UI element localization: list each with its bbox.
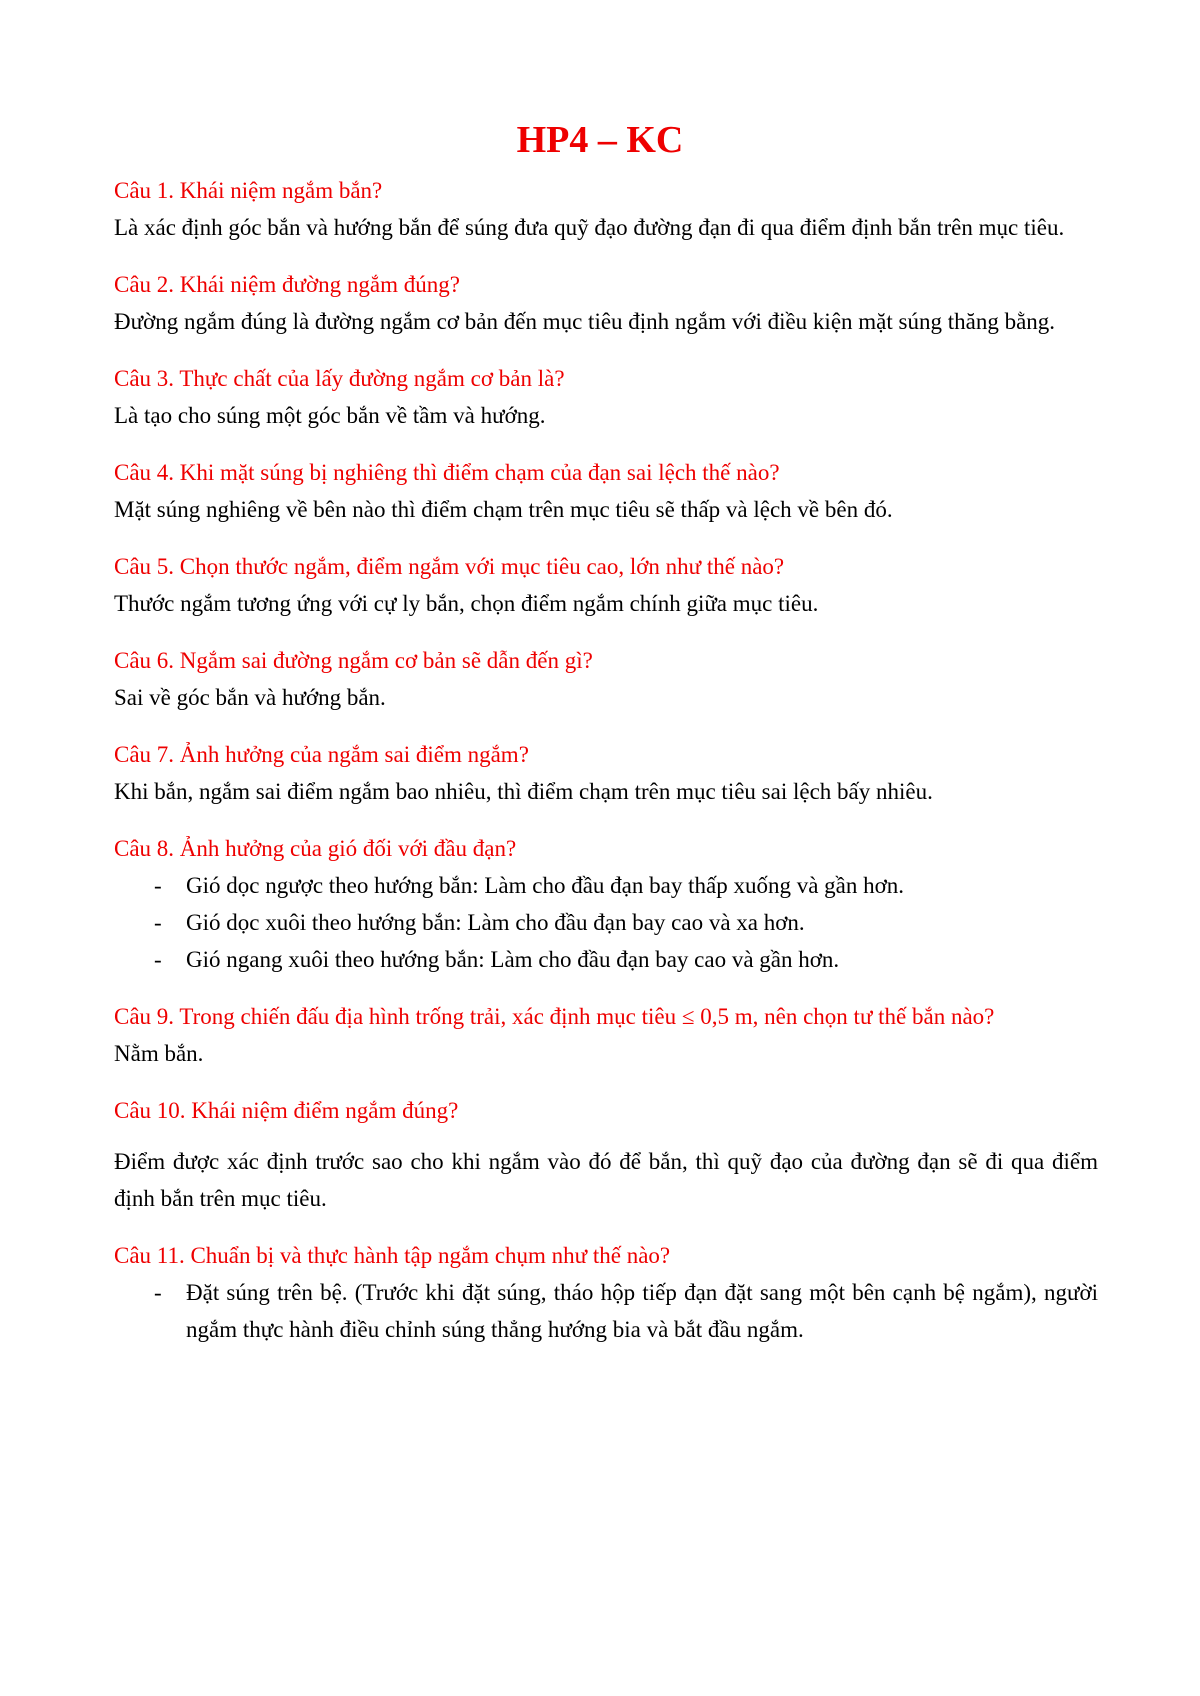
list-item-text: Gió dọc xuôi theo hướng bắn: Làm cho đầu đạn bay cao và xa hơn. [186,910,805,935]
answer-7: Khi bắn, ngắm sai điểm ngắm bao nhiêu, thì điểm chạm trên mục tiêu sai lệch bấy nhiêu. [114,779,933,804]
qa-block-10 [114,1092,1098,1217]
qa-block-9 [114,998,1098,1072]
question-11: Câu 11. Chuẩn bị và thực hành tập ngắm chụm như thế nào? [114,1243,671,1268]
answer-4: Mặt súng nghiêng về bên nào thì điểm chạm trên mục tiêu sẽ thấp và lệch về bên đó. [114,497,893,522]
question-4: Câu 4. Khi mặt súng bị nghiêng thì điểm chạm của đạn sai lệch thế nào? [114,460,780,485]
question-8: Câu 8. Ảnh hưởng của gió đối với đầu đạn? [114,836,517,861]
question-3: Câu 3. Thực chất của lấy đường ngắm cơ bản là? [114,366,565,391]
page-title: HP4 – KC [516,119,684,161]
dash-bullet: - [154,947,162,972]
qa-block-11 [114,1237,1098,1348]
answer-11-list [114,1274,1098,1348]
qa-block-7 [114,736,1098,810]
list-item [114,1274,1098,1348]
answer-3: Là tạo cho súng một góc bắn về tầm và hướng. [114,403,546,428]
dash-bullet: - [154,1280,162,1305]
question-9: Câu 9. Trong chiến đấu địa hình trống trải, xác định mục tiêu ≤ 0,5 m, nên chọn tư thế bắn nào? [114,1004,995,1029]
answer-8-list [114,867,1098,978]
dash-bullet: - [154,873,162,898]
qa-block-4 [114,454,1098,528]
qa-content [114,172,1098,1368]
list-item [114,867,1098,904]
question-5: Câu 5. Chọn thước ngắm, điểm ngắm với mục tiêu cao, lớn như thế nào? [114,554,785,579]
list-item [114,941,1098,978]
qa-block-1 [114,172,1098,246]
question-10: Câu 10. Khái niệm điểm ngắm đúng? [114,1098,459,1123]
answer-6: Sai về góc bắn và hướng bắn. [114,685,386,710]
question-1: Câu 1. Khái niệm ngắm bắn? [114,178,383,203]
qa-block-3 [114,360,1098,434]
list-item-text: Gió ngang xuôi theo hướng bắn: Làm cho đầu đạn bay cao và gần hơn. [186,947,840,972]
qa-block-2 [114,266,1098,340]
dash-bullet: - [154,910,162,935]
qa-block-8 [114,830,1098,978]
qa-block-6 [114,642,1098,716]
answer-2: Đường ngắm đúng là đường ngắm cơ bản đến mục tiêu định ngắm với điều kiện mặt súng thăng bằng. [114,309,1056,334]
question-2: Câu 2. Khái niệm đường ngắm đúng? [114,272,460,297]
answer-10: Điểm được xác định trước sao cho khi ngắm vào đó để bắn, thì quỹ đạo của đường đạn sẽ đi qua điểm định bắn trên mục tiêu. [114,1149,1098,1211]
list-item-text: Gió dọc ngược theo hướng bắn: Làm cho đầu đạn bay thấp xuống và gần hơn. [186,873,905,898]
question-6: Câu 6. Ngắm sai đường ngắm cơ bản sẽ dẫn đến gì? [114,648,593,673]
answer-9: Nằm bắn. [114,1041,204,1066]
list-item [114,904,1098,941]
answer-5: Thước ngắm tương ứng với cự ly bắn, chọn điểm ngắm chính giữa mục tiêu. [114,591,819,616]
answer-1: Là xác định góc bắn và hướng bắn để súng đưa quỹ đạo đường đạn đi qua điểm định bắn trên mục tiêu. [114,215,1065,240]
list-item-text: Đặt súng trên bệ. (Trước khi đặt súng, tháo hộp tiếp đạn đặt sang một bên cạnh bệ ngắm), người ngắm thực hành điều chỉnh súng thẳng hướng bia và bắt đầu ngắm. [186,1280,1098,1342]
qa-block-5 [114,548,1098,622]
question-7: Câu 7. Ảnh hưởng của ngắm sai điểm ngắm? [114,742,529,767]
